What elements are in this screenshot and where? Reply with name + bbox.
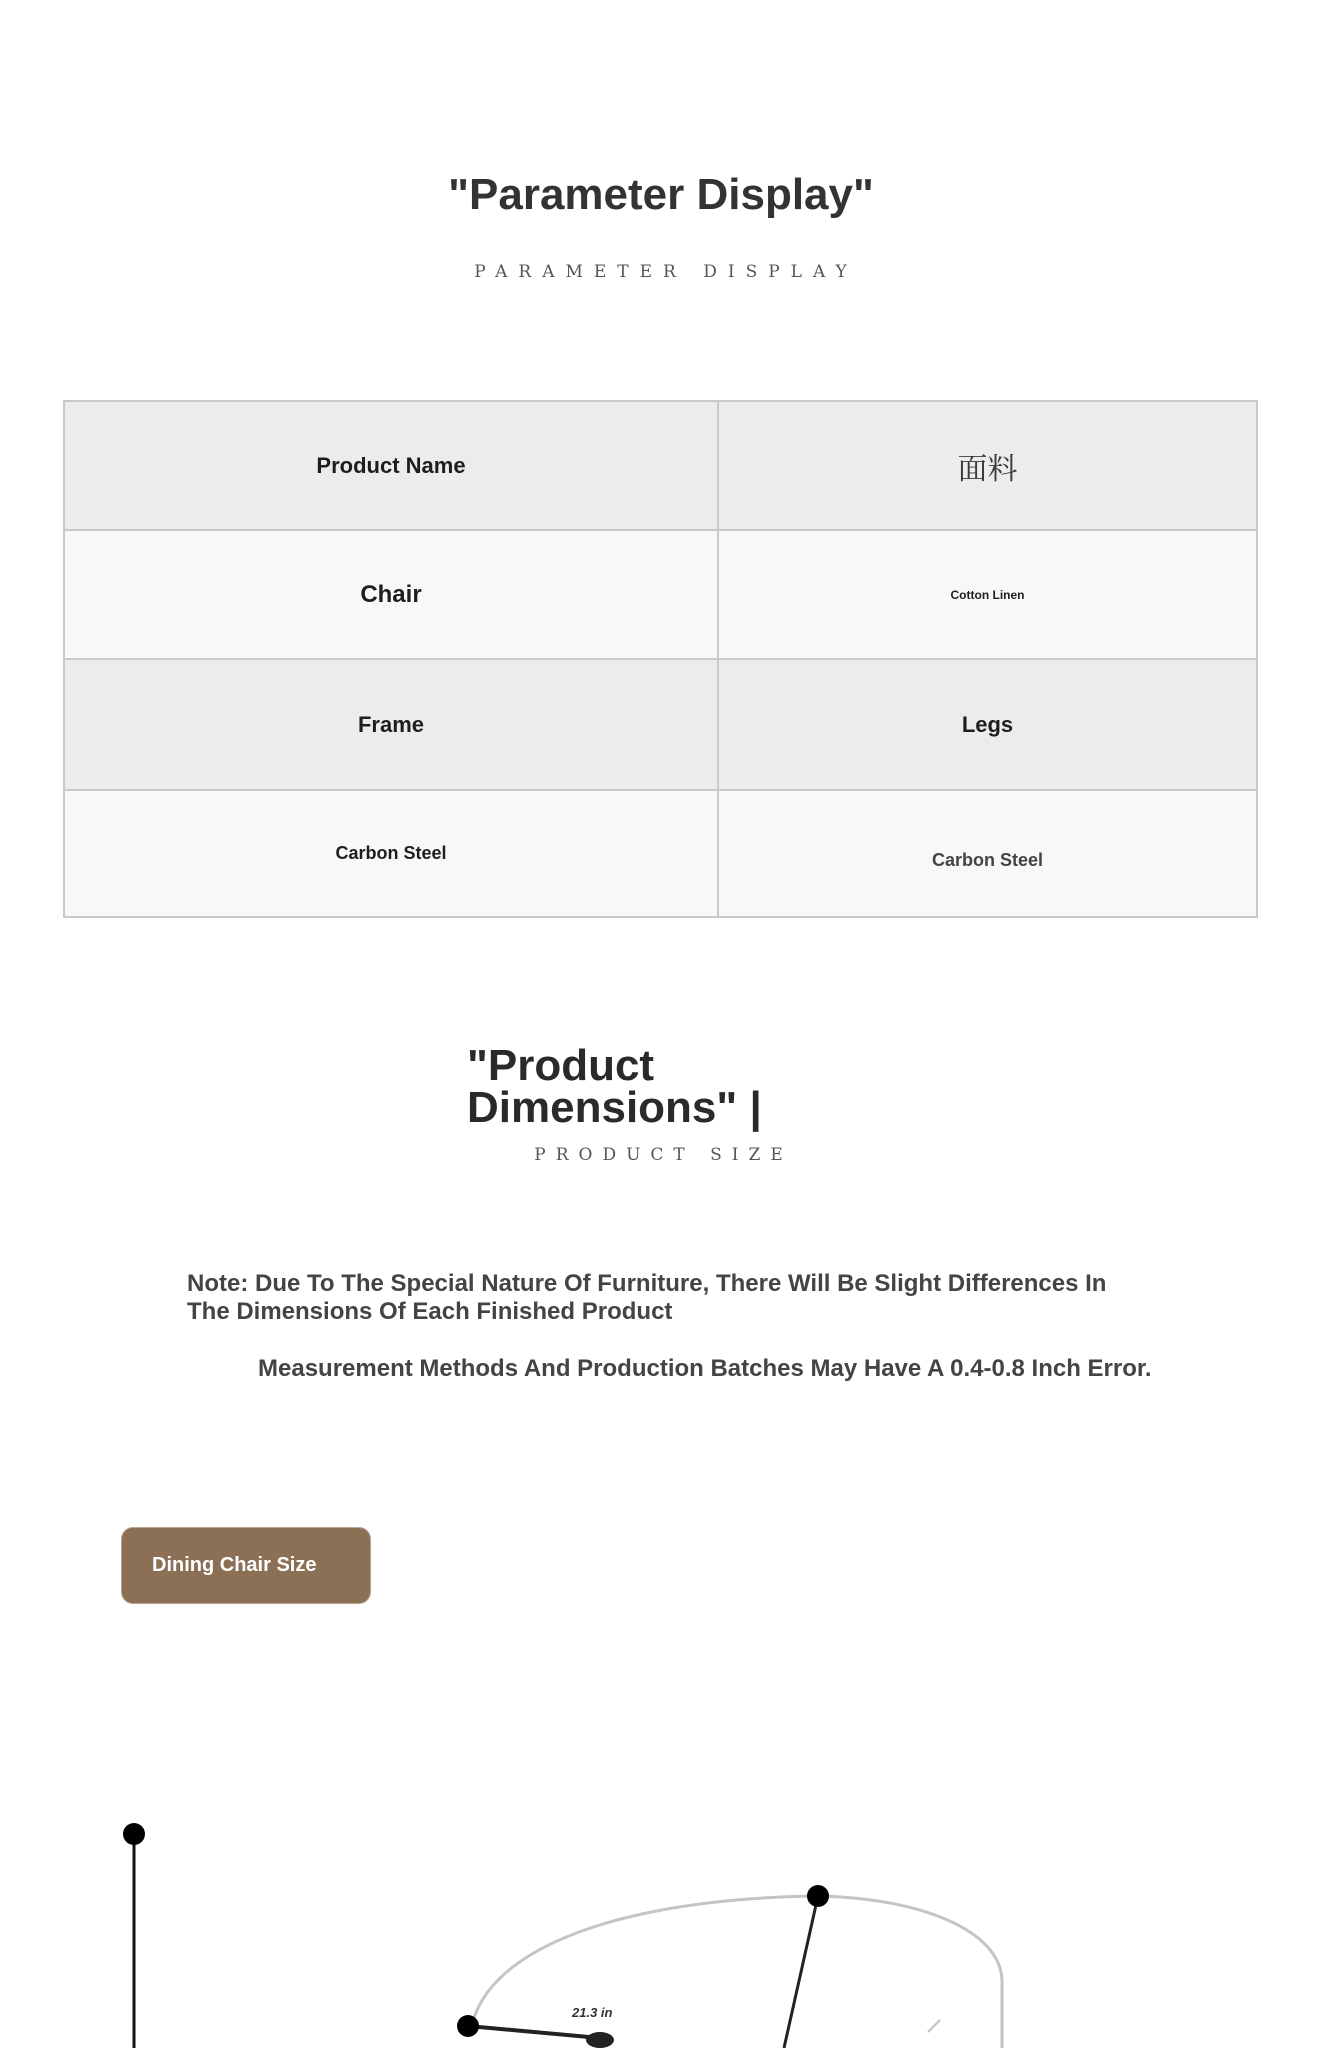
dimensions-section-title: "Product Dimensions" | xyxy=(467,1041,762,1132)
chair-seat-inner-stroke xyxy=(928,2020,940,2032)
table-cell-fabric-label: 面料 xyxy=(719,402,1256,531)
dining-chair-size-button[interactable]: Dining Chair Size xyxy=(121,1527,371,1604)
dimensions-note: Note: Due To The Special Nature Of Furniture, There Will Be Slight Differences In The Dimensions Of Each Finished Product xyxy=(187,1270,1107,1325)
chair-seat-outline xyxy=(474,1896,1002,2048)
parameter-table xyxy=(63,400,1258,918)
parameter-section-subtitle: PARAMETER DISPLAY xyxy=(474,262,858,282)
depth-dimension-line xyxy=(784,1896,818,2048)
width-dimension-left-dot xyxy=(457,2015,479,2037)
dimensions-error-note: Measurement Methods And Production Batches May Have A 0.4-0.8 Inch Error. xyxy=(258,1355,1152,1382)
height-dimension-top-dot xyxy=(123,1823,145,1845)
table-cell-legs-label: Legs xyxy=(719,660,1256,791)
chair-dimension-diagram xyxy=(0,1780,1322,2048)
width-dimension-center-mark xyxy=(586,2032,614,2048)
parameter-section-title: "Parameter Display" xyxy=(448,170,874,219)
table-cell-fabric-value: Cotton Linen xyxy=(719,531,1256,660)
dimensions-section-subtitle: PRODUCT SIZE xyxy=(534,1145,793,1165)
depth-dimension-top-dot xyxy=(807,1885,829,1907)
table-cell-frame-value: Carbon Steel xyxy=(65,791,719,916)
table-cell-legs-value: Carbon Steel xyxy=(719,791,1256,916)
seat-width-label: 21.3 in xyxy=(572,2005,613,2020)
table-cell-frame-label: Frame xyxy=(65,660,719,791)
table-cell-product-name-value: Chair xyxy=(65,531,719,660)
width-dimension-line xyxy=(468,2026,600,2038)
table-cell-product-name-label: Product Name xyxy=(65,402,719,531)
